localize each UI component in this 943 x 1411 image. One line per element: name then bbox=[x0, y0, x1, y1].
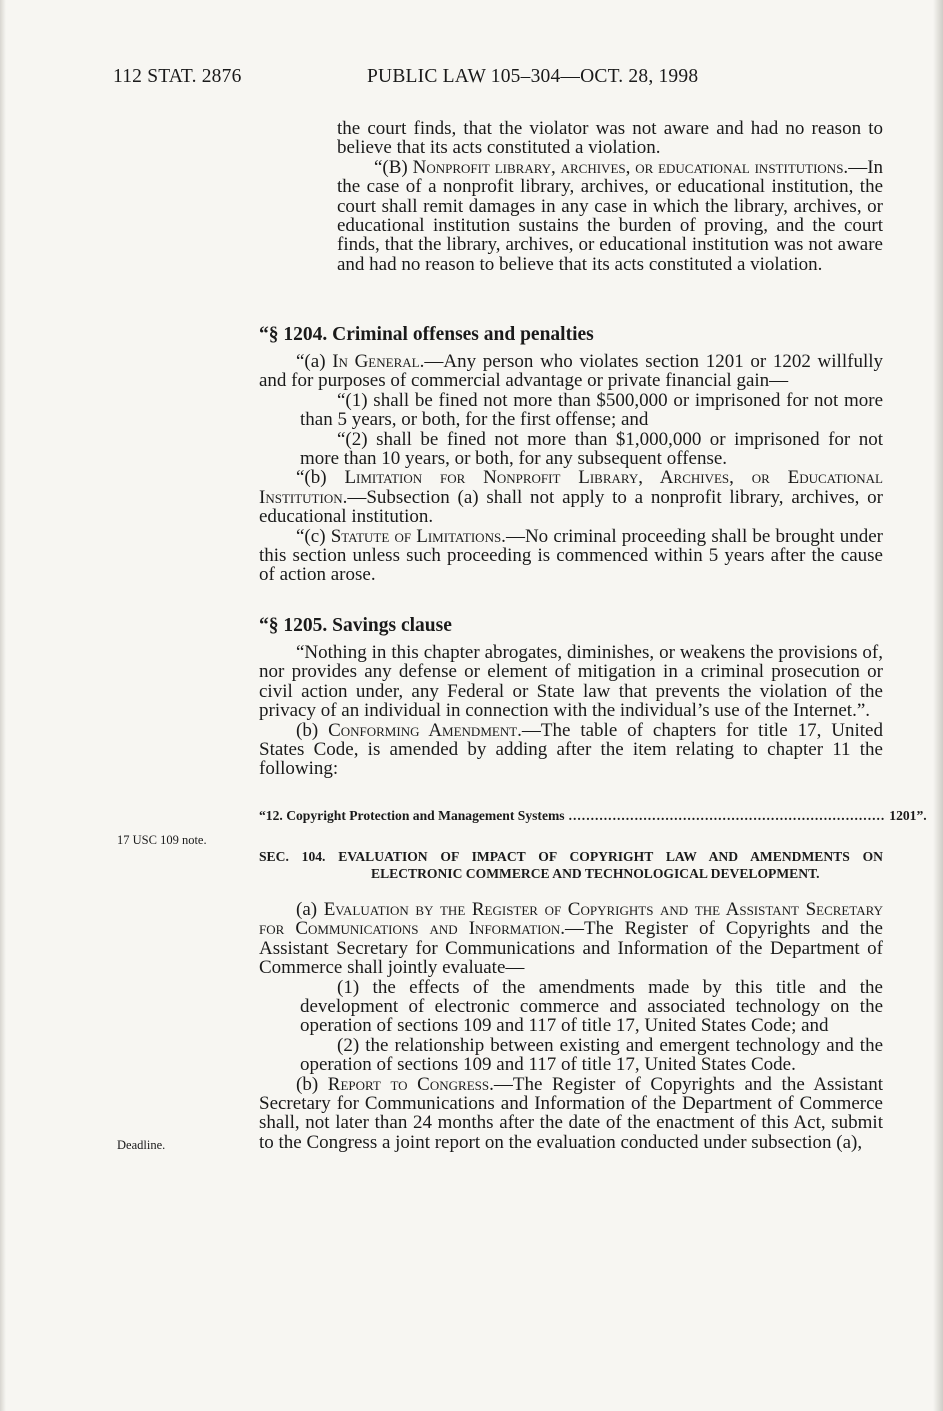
evaluation-heading: Evaluation by the Register of Copyrights and the Assistant Secretary for Communications and Information. bbox=[259, 899, 883, 940]
subsection-b-lead: “(b) bbox=[296, 467, 345, 489]
toc-number: 1201”. bbox=[889, 808, 927, 823]
evaluation-text: —The Register of Copyrights and the Assistant Secretary for Communications and Information of the Department of Commerce shall jointly evaluate— bbox=[259, 918, 883, 979]
stat-citation: 112 STAT. 2876 bbox=[113, 66, 242, 87]
subsection-a-lead: “(a) bbox=[296, 351, 333, 372]
section-1204 bbox=[259, 324, 883, 585]
paragraph-B-lead: “(B) bbox=[374, 156, 413, 178]
margin-note-deadline: Deadline. bbox=[117, 1138, 166, 1152]
heading-1205: “§ 1205. Savings clause bbox=[259, 615, 452, 636]
paragraph-B-heading: Nonprofit library, archives, or educational institutions. bbox=[412, 156, 849, 178]
subsection-a-text: —Any person who violates section 1201 or 1202 willfully and for purposes of commercial advantage or private financial gain— bbox=[259, 351, 883, 392]
subsection-a-heading: In General. bbox=[332, 351, 425, 372]
conforming-amendment-text: —The table of chapters for title 17, United States Code, is amended by adding after the item relating to chapter 11 the following: bbox=[259, 719, 883, 780]
savings-clause-text: “Nothing in this chapter abrogates, diminishes, or weakens the provisions of, nor provides any defense or element of mitigation in a criminal prosecution or civil action under, any Federal or State law that prevents the violation of the privacy of an individual in connection with the individual’s use of the Internet.”. bbox=[259, 642, 883, 722]
paragraph-B bbox=[337, 158, 883, 274]
evaluation-subsection bbox=[259, 900, 883, 978]
conforming-amendment-heading: Conforming Amendment. bbox=[328, 719, 522, 741]
subsection-a bbox=[259, 352, 883, 391]
toc-label: “12. Copyright Protection and Management Systems bbox=[259, 808, 565, 823]
paragraph-B-text: —In the case of a nonprofit library, archives, or educational institution, the court shall remit damages in any case in which the library, archives, or educational institution sustains the burden of proving, and the court finds, that the library, archives, or educational institution was not aware and had no reason to believe that its acts constituted a violation. bbox=[337, 156, 884, 275]
table-of-chapters-entry bbox=[259, 808, 927, 824]
heading-1204: “§ 1204. Criminal offenses and penalties bbox=[259, 324, 594, 345]
section-104-heading: SEC. 104. EVALUATION OF IMPACT OF COPYRIGHT LAW AND AMENDMENTS ON ELECTRONIC COMMERCE AND TECHNOLOGICAL DEVELOPMENT. bbox=[259, 848, 883, 882]
subsection-c-lead: “(c) bbox=[296, 525, 331, 547]
evaluation-lead: (a) bbox=[296, 899, 324, 920]
section-104-body bbox=[259, 900, 883, 1152]
paragraph-continuation: the court finds, that the violator was not aware and had no reason to believe that its acts constituted a violation. bbox=[337, 118, 883, 159]
page-edge-left bbox=[0, 0, 6, 1411]
subsection-b-text: —Subsection (a) shall not apply to a nonprofit library, archives, or educational institution. bbox=[259, 486, 883, 528]
subsection-c-text: —No criminal proceeding shall be brought under this section unless such proceeding is commenced within 5 years after the cause of action arose. bbox=[259, 525, 883, 586]
conforming-amendment bbox=[259, 721, 883, 779]
evaluation-item-1: (1) the effects of the amendments made by this title and the development of electronic commerce and associated technology on the operation of sections 109 and 117 of title 17, United States Code; and bbox=[300, 976, 883, 1037]
margin-note-usc: 17 USC 109 note. bbox=[117, 833, 207, 847]
page-edge-right bbox=[933, 0, 943, 1411]
public-law-title: PUBLIC LAW 105–304—OCT. 28, 1998 bbox=[367, 66, 699, 87]
block-continuation bbox=[337, 119, 883, 274]
section-1205 bbox=[259, 615, 883, 779]
subsection-c-heading: Statute of Limitations. bbox=[330, 525, 506, 547]
section-104-heading-block bbox=[259, 834, 883, 897]
subsection-b-heading: Limitation for Nonprofit Library, Archives, or Educational Institution. bbox=[259, 467, 883, 508]
evaluation-item-2: (2) the relationship between existing and emergent technology and the operation of sections 109 and 117 of title 17, United States Code. bbox=[300, 1034, 883, 1076]
subsection-a-1: “(1) shall be fined not more than $500,000 or imprisoned for not more than 5 years, or both, for the first offense; and bbox=[300, 389, 883, 431]
conforming-amendment-lead: (b) bbox=[296, 719, 329, 741]
toc-leader: ........................................................................ bbox=[568, 808, 886, 823]
report-to-congress bbox=[259, 1075, 883, 1153]
report-lead: (b) bbox=[296, 1073, 328, 1095]
report-heading: Report to Congress. bbox=[327, 1073, 494, 1095]
subsection-c bbox=[259, 527, 883, 585]
subsection-a-2: “(2) shall be fined not more than $1,000,000 or imprisoned for not more than 10 years, or both, for any subsequent offense. bbox=[300, 428, 883, 470]
report-text: —The Register of Copyrights and the Assistant Secretary for Communications and Information of the Department of Commerce shall, not later than 24 months after the date of the enactment of this Act, submit to the Congress a joint report on the evaluation conducted under subsection (a), bbox=[259, 1073, 884, 1153]
subsection-b bbox=[259, 468, 883, 526]
